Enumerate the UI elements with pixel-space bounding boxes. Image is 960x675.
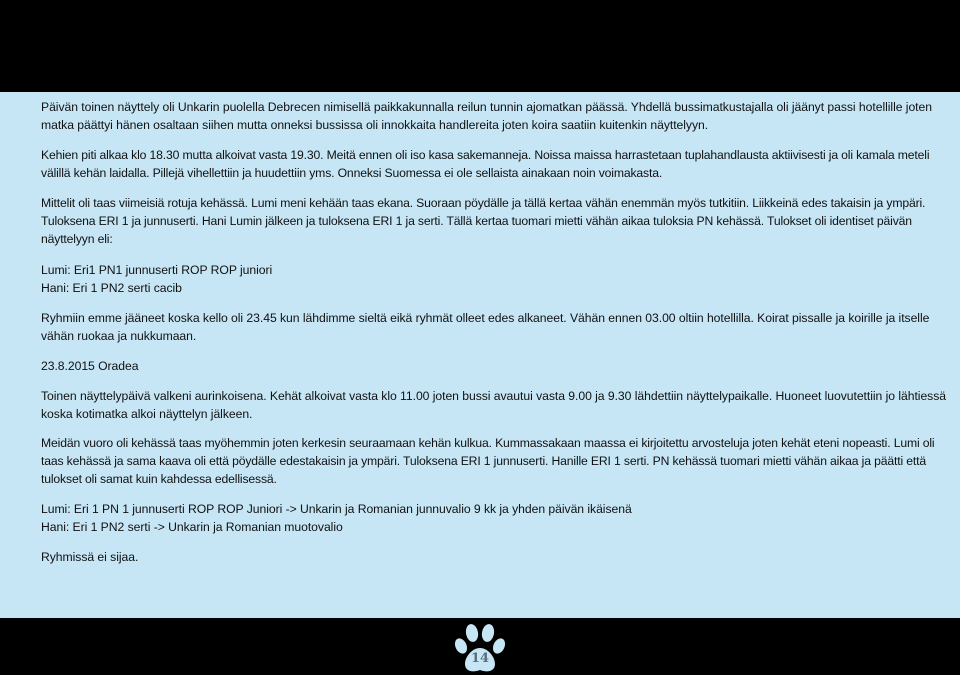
paragraph-second-day: Toinen näyttelypäivä valkeni aurinkoisena. Kehät alkoivat vasta klo 11.00 joten bussi avautui vasta 9.00 ja 9.30 lähdettiin näyttelypaikalle. Huoneet luovutettiin jo lähtiessä koska kotimatka alkoi näyttelyn jälkeen.	[41, 389, 946, 421]
section-date-oradea: 23.8.2015 Oradea	[41, 359, 139, 373]
paragraph-no-placing: Ryhmissä ei sijaa.	[41, 550, 139, 564]
paragraph-results-debrecen: Mittelit oli taas viimeisiä rotuja kehässä. Lumi meni kehään taas ekana. Suoraan pöydälle ja tällä kertaa vähän enemmän myös tutkitiin. Liikkeinä edes takaisin ja ympäri. Tuloksena ERI 1 ja junnuserti. Hani Lumin jälkeen ja tuloksena ERI 1 ja serti. Tällä kertaa tuomari mietti vähän aikaa tuloksia PN kehässä. Tulokset oli identiset päivän näyttelyyn eli:	[41, 196, 926, 246]
document-text	[41, 98, 956, 566]
result-line-lumi: Lumi: Eri1 PN1 junnuserti ROP ROP juniori	[41, 263, 273, 277]
result-line-hani: Hani: Eri 1 PN2 serti cacib	[41, 281, 182, 295]
paragraph-ring-oradea: Meidän vuoro oli kehässä taas myöhemmin joten kerkesin seuraamaan kehän kulkua. Kummassakaan maassa ei kirjoitettu arvosteluja joten kehät eteni nopeasti. Lumi oli taas kehässä ja sama kaava oli että pöydälle edestakaisin ja ympäri. Tuloksena ERI 1 junnuserti. Hanille ERI 1 serti. PN kehässä tuomari mietti vähän aikaa ja päätti että tulokset oli samat kuin kahdessa edellisessä.	[41, 436, 935, 486]
paragraph-ring-times: Kehien piti alkaa klo 18.30 mutta alkoivat vasta 19.30. Meitä ennen oli iso kasa sakemanneja. Noissa maissa harrastetaan tuplahandlausta aktiivisesti ja oli kamala meteli välillä kehän laidalla. Pillejä vihellettiin ja huudettiin yms. Onneksi Suomessa ei ole sellaista ainakaan noin voimakasta.	[41, 148, 930, 180]
final-line-lumi: Lumi: Eri 1 PN 1 junnuserti ROP ROP Juniori -> Unkarin ja Romanian junnuvalio 9 kk ja yhden päivän ikäisenä	[41, 502, 632, 516]
final-line-hani: Hani: Eri 1 PN2 serti -> Unkarin ja Romanian muotovalio	[41, 520, 343, 534]
paragraph-debrecen: Päivän toinen näyttely oli Unkarin puolella Debrecen nimisellä paikkakunnalla reilun tunnin ajomatkan päässä. Yhdellä bussimatkustajalla oli jäänyt passi hotellille joten matka päättyi hänen osaltaan siihen mutta onneksi bussissa oli innokkaita handlereita joten koira saatiin kuitenkin näyttelyyn.	[41, 100, 932, 132]
top-black-band	[0, 0, 960, 92]
page-number: 14	[470, 651, 490, 666]
paragraph-groups: Ryhmiin emme jääneet koska kello oli 23.45 kun lähdimme sieltä eikä ryhmät olleet edes alkaneet. Vähän ennen 03.00 oltiin hotellilla. Koirat pissalle ja koirille ja itselle vähän ruokaa ja nukkumaan.	[41, 311, 930, 343]
